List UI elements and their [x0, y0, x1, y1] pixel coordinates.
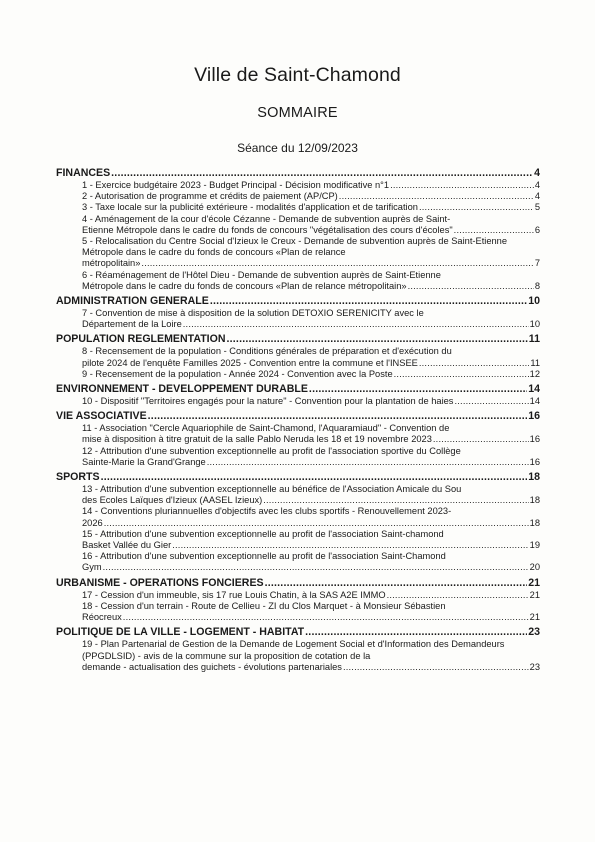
- entry-text: 14 - Conventions pluriannuelles d'objectifs avec les clubs sportifs - Renouvellement 2023-: [82, 506, 452, 517]
- entry-text: Etienne Métropole dans le cadre du fonds de concours "végétalisation des cours d'écoles": [82, 224, 453, 235]
- entry-text: 18 - Cession d'un terrain - Route de Cellieu - ZI du Clos Marquet - à Monsieur Sébastien: [82, 600, 446, 611]
- dot-leader: [101, 470, 528, 484]
- entry-page-number: 21: [529, 589, 540, 600]
- toc-section-heading[interactable]: [56, 382, 540, 396]
- dot-leader: [148, 409, 528, 423]
- section-page-number: 14: [528, 383, 540, 396]
- dot-leader: [207, 457, 529, 468]
- entry-page-number: 7: [534, 258, 540, 269]
- section-title: POLITIQUE DE LA VILLE - LOGEMENT - HABITAT: [56, 626, 305, 639]
- dot-leader: [123, 612, 529, 623]
- toc-entry[interactable]: [82, 396, 540, 407]
- entry-text: 2 - Autorisation de programme et crédits de paiement (AP/CP): [82, 191, 338, 202]
- entry-page-number: 14: [529, 396, 540, 407]
- entry-last-line: [82, 281, 540, 292]
- entry-text: 12 - Attribution d'une subvention exceptionnelle au profit de l'association sportive du Collège: [82, 445, 461, 456]
- dot-leader: [433, 434, 529, 445]
- section-page-number: 21: [528, 576, 540, 589]
- toc-section-heading[interactable]: [56, 576, 540, 590]
- dot-leader: [104, 518, 529, 529]
- entry-text: 15 - Attribution d'une subvention exceptionnelle au profit de l'association Saint-chamond: [82, 528, 444, 539]
- toc-entry[interactable]: [82, 484, 540, 506]
- dot-leader: [419, 202, 534, 213]
- toc-section-heading[interactable]: [56, 409, 540, 423]
- entry-page-number: 4: [534, 180, 540, 190]
- section-page-number: 4: [534, 167, 540, 179]
- toc-entry[interactable]: [82, 601, 540, 623]
- entry-last-line: [82, 369, 540, 380]
- dot-leader: [265, 576, 528, 590]
- entry-page-number: 16: [529, 456, 540, 467]
- dot-leader: [394, 369, 529, 380]
- entry-text: 16 - Attribution d'une subvention exceptionnelle au profit de l'association Saint-Chamond: [82, 551, 446, 562]
- section-title: FINANCES: [56, 167, 111, 179]
- entry-text: Réocreux: [82, 612, 122, 623]
- toc-entry[interactable]: [82, 506, 540, 528]
- entry-last-line: [82, 319, 540, 330]
- dot-leader: [454, 396, 528, 407]
- entry-last-line: [82, 434, 540, 445]
- entry-text: 3 - Taxe locale sur la publicité extérieure - modalités d'application et de tarification: [82, 202, 418, 213]
- entry-page-number: 12: [529, 368, 540, 379]
- entry-page-number: 21: [529, 612, 540, 623]
- section-page-number: 10: [528, 295, 540, 308]
- dot-leader: [183, 319, 529, 330]
- toc-entry[interactable]: [82, 639, 540, 673]
- entry-text: mise à disposition à titre gratuit de la salle Pablo Neruda les 18 et 19 novembre 2023: [82, 434, 432, 445]
- dot-leader: [339, 191, 534, 202]
- entry-page-number: 4: [534, 191, 540, 202]
- dot-leader: [210, 294, 527, 308]
- toc-entry[interactable]: [82, 369, 540, 380]
- entry-page-number: 18: [529, 517, 540, 528]
- entry-text: des Ecoles Laïques d'Izieux (AASEL Izieux): [82, 495, 263, 506]
- entry-page-number: 20: [529, 562, 540, 573]
- toc-entry[interactable]: [82, 529, 540, 551]
- entry-text: 8 - Recensement de la population - Conditions générales de préparation et d'exécution du: [82, 346, 452, 357]
- entry-last-line: [82, 358, 540, 369]
- entry-text: 19 - Plan Partenarial de Gestion de la Demande de Logement Social et d'Information des Demandeurs (PPGDLSID) - avis de la commune sur la proposition de cotation de la: [82, 639, 505, 661]
- document-title: Ville de Saint-Chamond: [194, 64, 401, 86]
- dot-leader: [390, 180, 534, 191]
- entry-text: 1 - Exercice budgétaire 2023 - Budget Principal - Décision modificative n°1: [82, 180, 390, 190]
- entry-page-number: 18: [529, 495, 540, 506]
- section-page-number: 23: [528, 626, 540, 639]
- dot-leader: [305, 625, 527, 639]
- table-of-contents: [56, 166, 540, 673]
- section-title: ADMINISTRATION GENERALE: [56, 295, 209, 308]
- entry-page-number: 16: [529, 434, 540, 445]
- toc-section-heading[interactable]: [56, 625, 540, 639]
- entry-last-line: [82, 202, 540, 213]
- dot-leader: [111, 166, 533, 180]
- entry-page-number: 6: [534, 224, 540, 235]
- dot-leader: [387, 590, 529, 601]
- entry-text: Basket Vallée du Gier: [82, 540, 172, 551]
- entry-last-line: [82, 590, 540, 601]
- entry-last-line: [82, 662, 540, 673]
- toc-entry[interactable]: [82, 180, 540, 191]
- toc-entry[interactable]: [82, 551, 540, 573]
- dot-leader: [419, 358, 529, 369]
- entry-text: 6 - Réaménagement de l'Hôtel Dieu - Demande de subvention auprès de Saint-Etienne: [82, 269, 441, 280]
- dot-leader: [309, 382, 527, 396]
- entry-last-line: [82, 225, 540, 236]
- toc-entry[interactable]: [82, 270, 540, 292]
- dot-leader: [343, 662, 529, 673]
- entry-page-number: 23: [529, 661, 540, 672]
- toc-entry[interactable]: [82, 423, 540, 445]
- dot-leader: [103, 562, 529, 573]
- entry-text: 17 - Cession d'un immeuble, sis 17 rue Louis Chatin, à la SAS A2E IMMO: [82, 589, 386, 600]
- entry-text: 9 - Recensement de la population - Année 2024 - Convention avec la Poste: [82, 368, 393, 379]
- toc-entry[interactable]: [82, 214, 540, 236]
- entry-last-line: [82, 396, 540, 407]
- section-page-number: 11: [528, 333, 540, 346]
- entry-text: demande - actualisation des guichets - évolutions partenariales: [82, 661, 342, 672]
- entry-text: 4 - Aménagement de la cour d'école Cézanne - Demande de subvention auprès de Saint-: [82, 213, 451, 224]
- entry-last-line: [82, 495, 540, 506]
- entry-page-number: 19: [529, 540, 540, 551]
- toc-entry[interactable]: [82, 191, 540, 202]
- toc-entry[interactable]: [82, 202, 540, 213]
- entry-text: Département de la Loire: [82, 319, 182, 330]
- toc-section-heading[interactable]: [56, 470, 540, 484]
- dot-leader: [172, 540, 528, 551]
- entry-page-number: 10: [529, 319, 540, 330]
- toc-section-heading[interactable]: [56, 332, 540, 346]
- toc-section-heading[interactable]: [56, 166, 540, 180]
- entry-page-number: 5: [534, 202, 540, 213]
- entry-last-line: [82, 457, 540, 468]
- entry-text: Gym: [82, 562, 102, 573]
- entry-last-line: [82, 191, 540, 202]
- entry-last-line: [82, 180, 540, 191]
- entry-text: métropolitain»: [82, 258, 141, 269]
- entry-text: 10 - Dispositif "Territoires engagés pour la nature" - Convention pour la plantation de haies: [82, 396, 454, 407]
- entry-page-number: 11: [530, 357, 540, 368]
- dot-leader: [263, 495, 528, 506]
- session-date: Séance du 12/09/2023: [237, 141, 358, 155]
- section-title: VIE ASSOCIATIVE: [56, 410, 147, 423]
- toc-entry[interactable]: [82, 308, 540, 330]
- toc-entry[interactable]: [82, 236, 540, 270]
- section-page-number: 16: [528, 410, 540, 423]
- entry-page-number: 8: [534, 280, 540, 291]
- entry-text: Métropole dans le cadre du fonds de concours «Plan de relance métropolitain»: [82, 280, 407, 291]
- section-title: ENVIRONNEMENT - DEVELOPPEMENT DURABLE: [56, 383, 308, 396]
- entry-text: 2026: [82, 517, 103, 528]
- entry-text: pilote 2024 de l'enquête Familles 2025 - Convention entre la commune et l'INSEE: [82, 357, 418, 368]
- toc-entry[interactable]: [82, 346, 540, 368]
- entry-last-line: [82, 540, 540, 551]
- section-title: SPORTS: [56, 471, 100, 484]
- toc-section-heading[interactable]: [56, 294, 540, 308]
- toc-entry[interactable]: [82, 446, 540, 468]
- entry-text: 11 - Association "Cercle Aquariophile de Saint-Chamond, l'Aquaramiaud" - Convention de: [82, 423, 450, 434]
- section-title: POPULATION REGLEMENTATION: [56, 333, 226, 346]
- section-page-number: 18: [528, 471, 540, 484]
- document-subtitle: SOMMAIRE: [257, 105, 338, 121]
- entry-last-line: [82, 518, 540, 529]
- entry-text: Sainte-Marie la Grand'Grange: [82, 456, 206, 467]
- entry-last-line: [82, 612, 540, 623]
- entry-text: 13 - Attribution d'une subvention exceptionnelle au bénéfice de l'Association Amicale du Sou: [82, 484, 462, 495]
- dot-leader: [227, 332, 528, 346]
- dot-leader: [141, 258, 533, 269]
- entry-last-line: [82, 258, 540, 269]
- entry-text: 7 - Convention de mise à disposition de la solution DETOXIO SERENICITY avec le: [82, 308, 424, 319]
- dot-leader: [454, 225, 534, 236]
- toc-entry[interactable]: [82, 590, 540, 601]
- dot-leader: [408, 281, 534, 292]
- entry-last-line: [82, 562, 540, 573]
- entry-text: 5 - Relocalisation du Centre Social d'Izieux le Creux - Demande de subvention auprès de Saint-Etienne Métropole dans le cadre du fonds de concours «Plan de relance: [82, 236, 508, 258]
- section-title: URBANISME - OPERATIONS FONCIERES: [56, 576, 264, 589]
